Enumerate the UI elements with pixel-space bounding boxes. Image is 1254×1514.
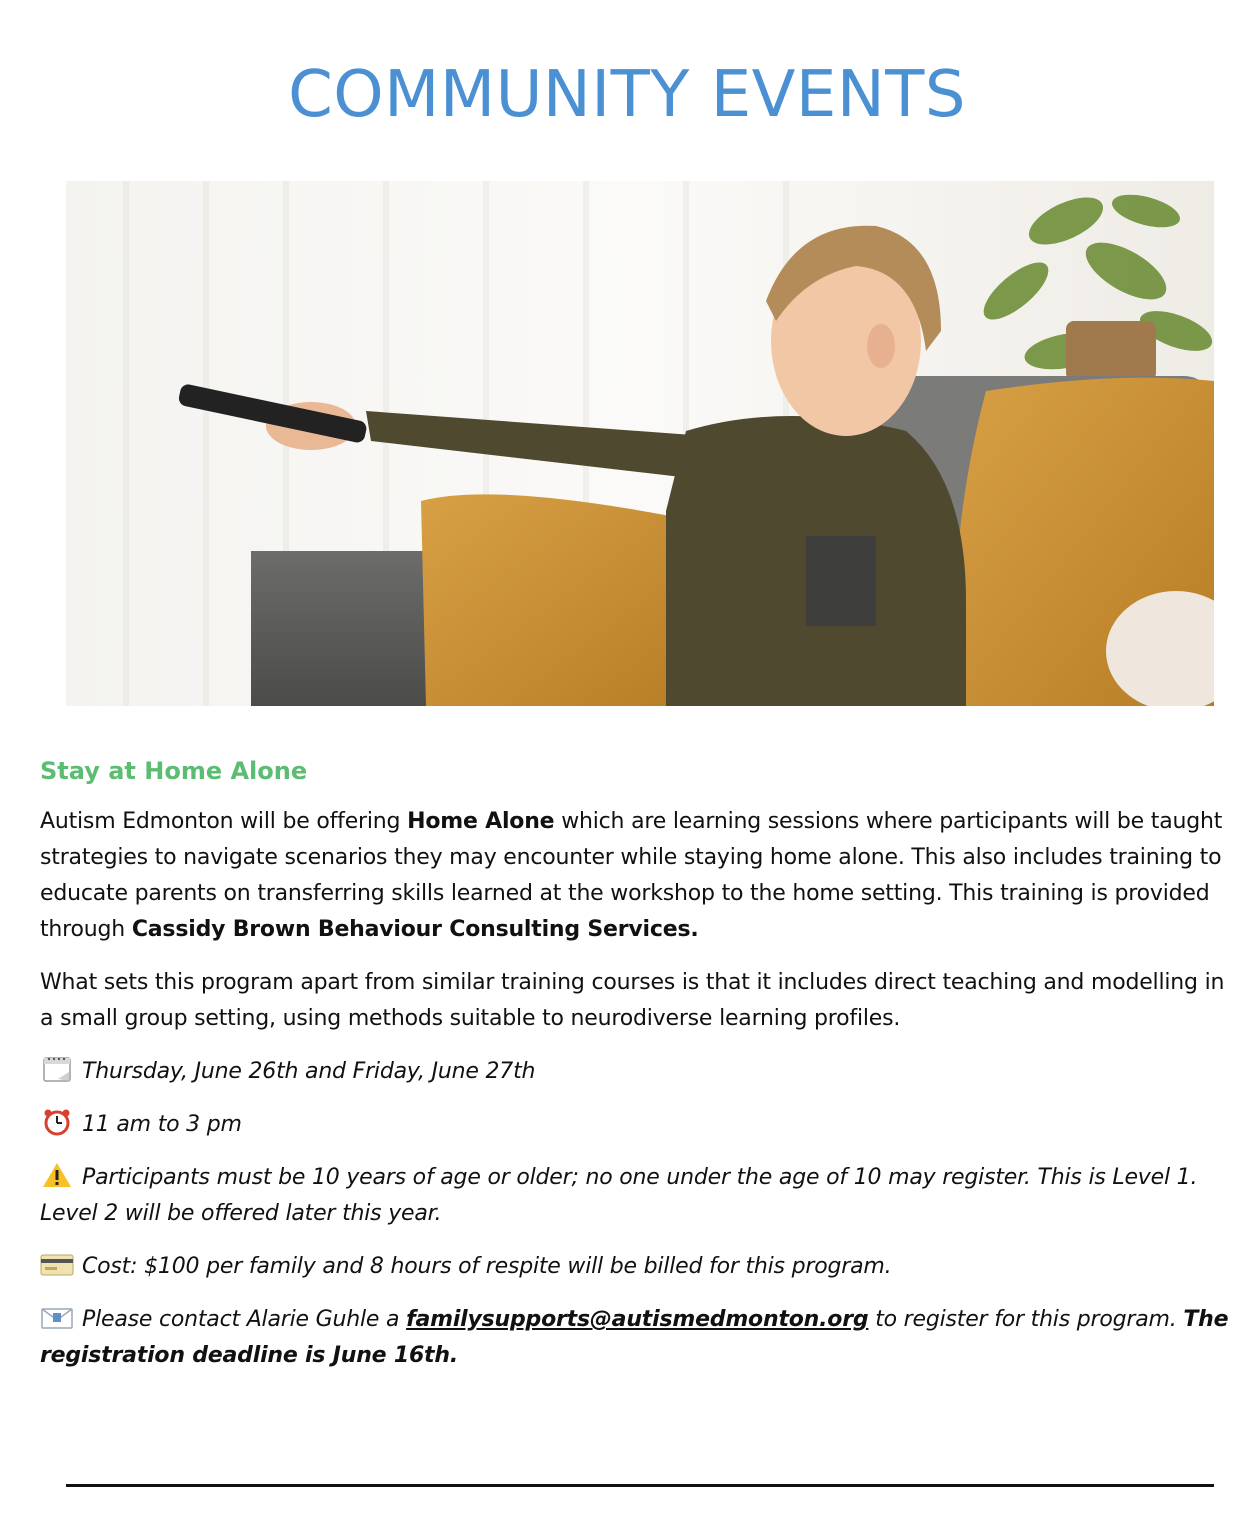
event-time: 11 am to 3 pm (40, 1107, 1230, 1143)
contact-email-link[interactable]: familysupports@autismedmonton.org (406, 1307, 869, 1332)
program-name: Home Alone (407, 809, 555, 834)
event-title: Stay at Home Alone (40, 757, 308, 785)
boy-with-remote-illustration (66, 181, 1214, 706)
divider (66, 1484, 1214, 1487)
envelope-icon (40, 1303, 74, 1331)
registration-deadline: The registration deadline is June 16th. (40, 1307, 1229, 1368)
event-date: Thursday, June 26th and Friday, June 27th (40, 1054, 1230, 1090)
provider-name: Cassidy Brown Behaviour Consulting Services. (131, 917, 699, 942)
event-intro: Autism Edmonton will be offering Home Alone which are learning sessions where participants will be taught strategies to navigate scenarios they may encounter while staying home alone. This also includes training to educate parents on transferring skills learned at the workshop to the home setting. This training is provided through Cassidy Brown Behaviour Consulting Services. (40, 809, 1223, 942)
warning-icon (40, 1161, 74, 1189)
alarm-clock-icon (40, 1108, 74, 1136)
calendar-icon (40, 1055, 74, 1083)
event-description: What sets this program apart from similar training courses is that it includes direct teaching and modelling in a small group setting, using methods suitable to neurodiverse learning profiles. (40, 970, 1225, 1031)
event-section (40, 757, 1230, 1391)
event-contact: Please contact Alarie Guhle a familysupports@autismedmonton.org to register for this program. The registration deadline is June 16th. (40, 1302, 1230, 1374)
event-cost: Cost: $100 per family and 8 hours of respite will be billed for this program. (40, 1249, 1230, 1285)
page-title: COMMUNITY EVENTS (288, 58, 966, 132)
event-age-notice: Participants must be 10 years of age or older; no one under the age of 10 may register. This is Level 1. Level 2 will be offered later this year. (40, 1160, 1230, 1232)
hero-image (66, 181, 1214, 706)
credit-card-icon (40, 1250, 74, 1278)
